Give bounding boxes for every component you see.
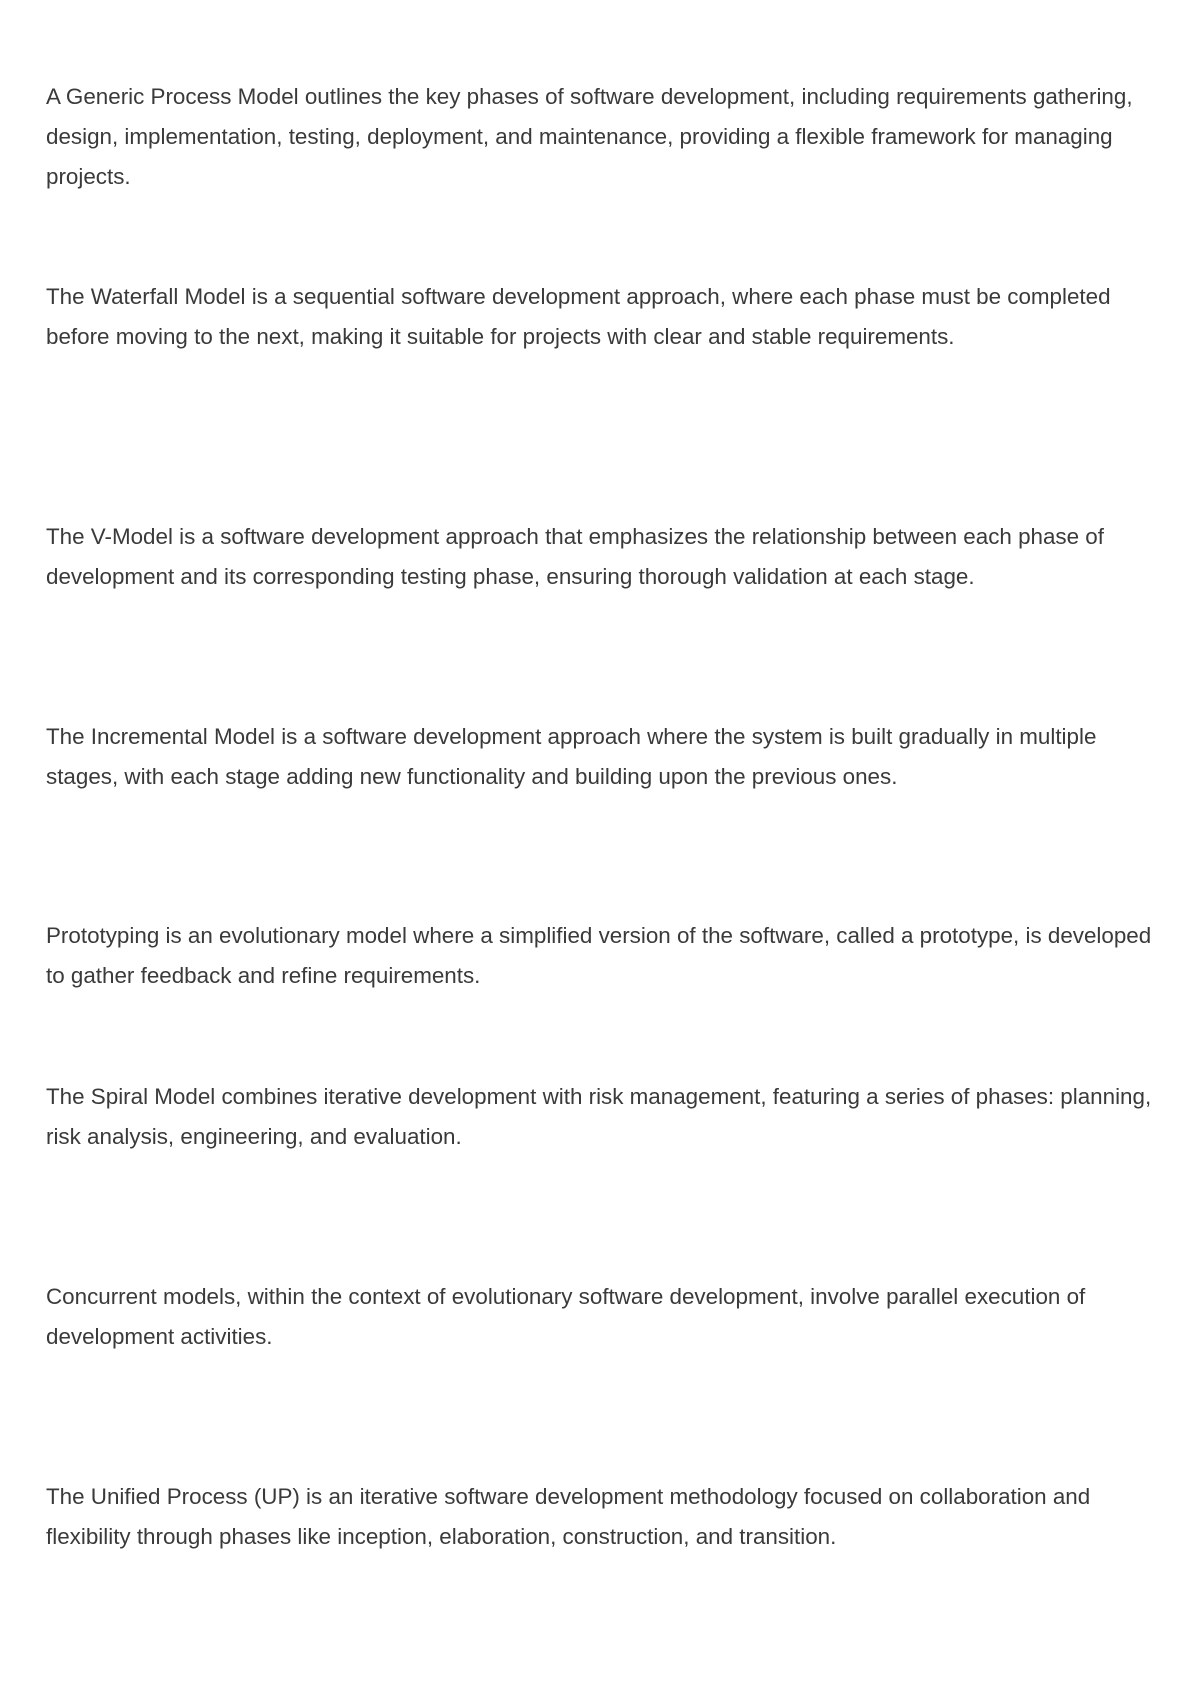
paragraph-v-model: The V-Model is a software development approach that emphasizes the relationship between each phase of development and its corresponding testing phase, ensuring thorough validation at each stage.: [46, 524, 1104, 589]
paragraph-generic-process-model: A Generic Process Model outlines the key phases of software development, including requirements gathering, design, implementation, testing, deployment, and maintenance, providing a flexible framework for managing projects.: [46, 84, 1133, 189]
paragraph-waterfall-model: The Waterfall Model is a sequential software development approach, where each phase must be completed before moving to the next, making it suitable for projects with clear and stable requirements.: [46, 284, 1111, 349]
paragraph-incremental-model: The Incremental Model is a software development approach where the system is built gradually in multiple stages, with each stage adding new functionality and building upon the previous ones.: [46, 724, 1097, 789]
paragraph-prototyping: Prototyping is an evolutionary model where a simplified version of the software, called a prototype, is developed to gather feedback and refine requirements.: [46, 923, 1152, 988]
paragraph-spiral-model: The Spiral Model combines iterative development with risk management, featuring a series of phases: planning, risk analysis, engineering, and evaluation.: [46, 1084, 1152, 1149]
paragraph-unified-process: The Unified Process (UP) is an iterative software development methodology focused on collaboration and flexibility through phases like inception, elaboration, construction, and transition.: [46, 1484, 1091, 1549]
paragraph-concurrent-models: Concurrent models, within the context of evolutionary software development, involve parallel execution of development activities.: [46, 1284, 1086, 1349]
